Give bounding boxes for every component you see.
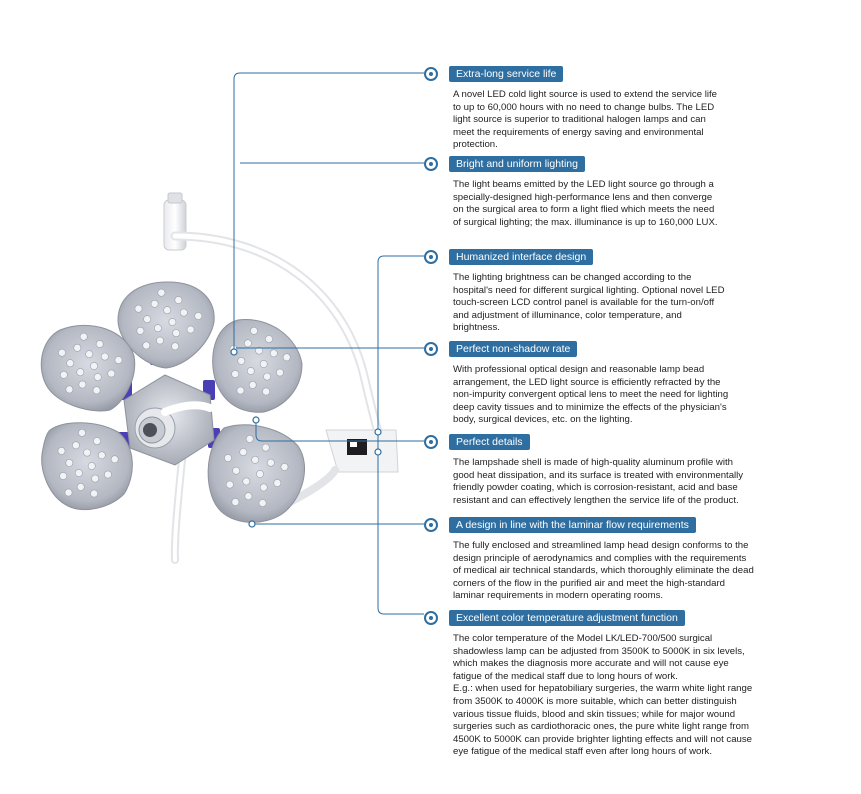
led-bead bbox=[232, 498, 239, 505]
feature-title: A design in line with the laminar flow requirements bbox=[449, 517, 696, 533]
led-bead bbox=[77, 369, 84, 376]
callout-marker-icon bbox=[424, 435, 438, 449]
led-bead bbox=[135, 305, 142, 312]
led-bead bbox=[256, 470, 263, 477]
led-bead bbox=[283, 354, 290, 361]
callout-marker-icon bbox=[424, 67, 438, 81]
lamp-head bbox=[41, 282, 304, 522]
callout-marker-icon bbox=[424, 611, 438, 625]
feature-description: The fully enclosed and streamlined lamp head design conforms to the design principle of aerodynamics and complies with the requirements of medical air technical standards, which thoroughly eliminate the dead corners of the flow in the purified air and meet the high-standard laminar requirements in modern operating rooms. bbox=[453, 540, 754, 602]
led-bead bbox=[249, 381, 256, 388]
led-bead bbox=[74, 344, 81, 351]
led-bead bbox=[240, 449, 247, 456]
lamp-panel-lower-left bbox=[42, 423, 133, 510]
led-bead bbox=[169, 318, 176, 325]
led-bead bbox=[66, 459, 73, 466]
feature-description: The light beams emitted by the LED light source go through a specially-designed high-performance lens and then converge on the surgical area to form a light flied which meets the need of surgical lighting; the max. illuminance is up to 160,000 LUX. bbox=[453, 179, 718, 228]
led-bead bbox=[250, 327, 257, 334]
led-bead bbox=[108, 370, 115, 377]
led-bead bbox=[115, 357, 122, 364]
led-bead bbox=[243, 478, 250, 485]
led-bead bbox=[265, 336, 272, 343]
led-bead bbox=[260, 360, 267, 367]
led-bead bbox=[252, 456, 259, 463]
led-bead bbox=[86, 351, 93, 358]
led-bead bbox=[143, 342, 150, 349]
led-bead bbox=[65, 489, 72, 496]
led-bead bbox=[111, 456, 118, 463]
led-bead bbox=[88, 462, 95, 469]
led-bead bbox=[80, 333, 87, 340]
led-bead bbox=[154, 325, 161, 332]
led-bead bbox=[78, 429, 85, 436]
led-bead bbox=[137, 327, 144, 334]
feature-title: Humanized interface design bbox=[449, 249, 593, 265]
led-bead bbox=[276, 369, 283, 376]
callout-marker-icon bbox=[424, 157, 438, 171]
led-bead bbox=[66, 386, 73, 393]
lamp-panel-upper-left bbox=[41, 325, 134, 411]
led-bead bbox=[79, 381, 86, 388]
led-bead bbox=[262, 444, 269, 451]
led-bead bbox=[259, 500, 266, 507]
led-bead bbox=[158, 289, 165, 296]
led-bead bbox=[274, 479, 281, 486]
control-panel-box bbox=[326, 430, 398, 472]
led-bead bbox=[60, 371, 67, 378]
feature-title: Perfect details bbox=[449, 434, 530, 450]
led-bead bbox=[84, 449, 91, 456]
led-bead bbox=[164, 307, 171, 314]
led-bead bbox=[58, 349, 65, 356]
led-bead bbox=[67, 360, 74, 367]
led-bead bbox=[60, 472, 67, 479]
feature-description: With professional optical design and reasonable lamp bead arrangement, the LED light source is efficiently refracted by the non-impurity convergent optical lens to meet the need for lighting deep cavity tissues and to minimize the effects of the physician's body, surgical devices, etc. on the lighting. bbox=[453, 364, 729, 426]
led-bead bbox=[226, 481, 233, 488]
led-bead bbox=[90, 362, 97, 369]
led-bead bbox=[180, 309, 187, 316]
led-bead bbox=[104, 471, 111, 478]
led-bead bbox=[75, 469, 82, 476]
led-bead bbox=[246, 435, 253, 442]
led-bead bbox=[101, 353, 108, 360]
led-bead bbox=[173, 330, 180, 337]
led-bead bbox=[264, 373, 271, 380]
led-bead bbox=[237, 387, 244, 394]
led-bead bbox=[224, 454, 231, 461]
led-bead bbox=[245, 493, 252, 500]
led-bead bbox=[263, 388, 270, 395]
led-bead bbox=[91, 490, 98, 497]
led-bead bbox=[175, 296, 182, 303]
led-bead bbox=[94, 374, 101, 381]
led-bead bbox=[233, 467, 240, 474]
feature-title: Bright and uniform lighting bbox=[449, 156, 585, 172]
feature-description: The lampshade shell is made of high-quality aluminum profile with good heat dissipation, and its surface is treated with environmentally friendly powder coating, which is corrosion-resistant, acid and base resistant and can effectively lengthen the service life of the product. bbox=[453, 457, 744, 506]
led-bead bbox=[92, 475, 99, 482]
callout-marker-icon bbox=[424, 342, 438, 356]
led-bead bbox=[172, 343, 179, 350]
feature-description: The color temperature of the Model LK/LED-700/500 surgical shadowless lamp can be adjusted from 3500K to 5000K in six levels, which makes the diagnosis more accurate and will not cause eye fatigue of the medical staff due to long hours of work. E.g.: when used for hepatobiliary surgeries, the warm white light range from 3500K to 4000K is more suitable, which can better distinguish various tissue fluids, blood and skin tissues; while for major wound surgeries such as cardiothoracic ones, the pure white light range from 4500K to 5000K can provide brighter lighting effects and will not cause eye fatigue of the medical staff even after long hours of work. bbox=[453, 633, 753, 758]
led-bead bbox=[77, 483, 84, 490]
feature-title: Extra-long service life bbox=[449, 66, 563, 82]
lamp-panel-upper-right bbox=[213, 320, 302, 413]
led-bead bbox=[247, 367, 254, 374]
led-bead bbox=[93, 438, 100, 445]
feature-description: A novel LED cold light source is used to extend the service life to up to 60,000 hours with no need to change bulbs. The LED light source is superior to traditional halogen lamps and can meet the requirements of energy saving and environmental protection. bbox=[453, 89, 717, 151]
led-bead bbox=[195, 313, 202, 320]
callout-marker-icon bbox=[424, 518, 438, 532]
led-bead bbox=[98, 452, 105, 459]
led-bead bbox=[93, 387, 100, 394]
led-bead bbox=[281, 463, 288, 470]
led-bead bbox=[238, 357, 245, 364]
led-bead bbox=[232, 370, 239, 377]
led-bead bbox=[58, 447, 65, 454]
led-bead bbox=[187, 326, 194, 333]
feature-title: Perfect non-shadow rate bbox=[449, 341, 577, 357]
feature-title: Excellent color temperature adjustment function bbox=[449, 610, 685, 626]
led-bead bbox=[156, 337, 163, 344]
led-bead bbox=[72, 442, 79, 449]
led-bead bbox=[244, 340, 251, 347]
led-bead bbox=[151, 300, 158, 307]
led-bead bbox=[267, 459, 274, 466]
led-bead bbox=[260, 484, 267, 491]
led-bead bbox=[270, 350, 277, 357]
feature-description: The lighting brightness can be changed according to the hospital's need for different surgical lighting. Optional novel LED touch-screen LCD control panel is available for the turn-on/off and adjustment of illuminance, color temperature, and brightness. bbox=[453, 272, 725, 334]
led-bead bbox=[96, 340, 103, 347]
callout-marker-icon bbox=[424, 250, 438, 264]
led-bead bbox=[144, 316, 151, 323]
